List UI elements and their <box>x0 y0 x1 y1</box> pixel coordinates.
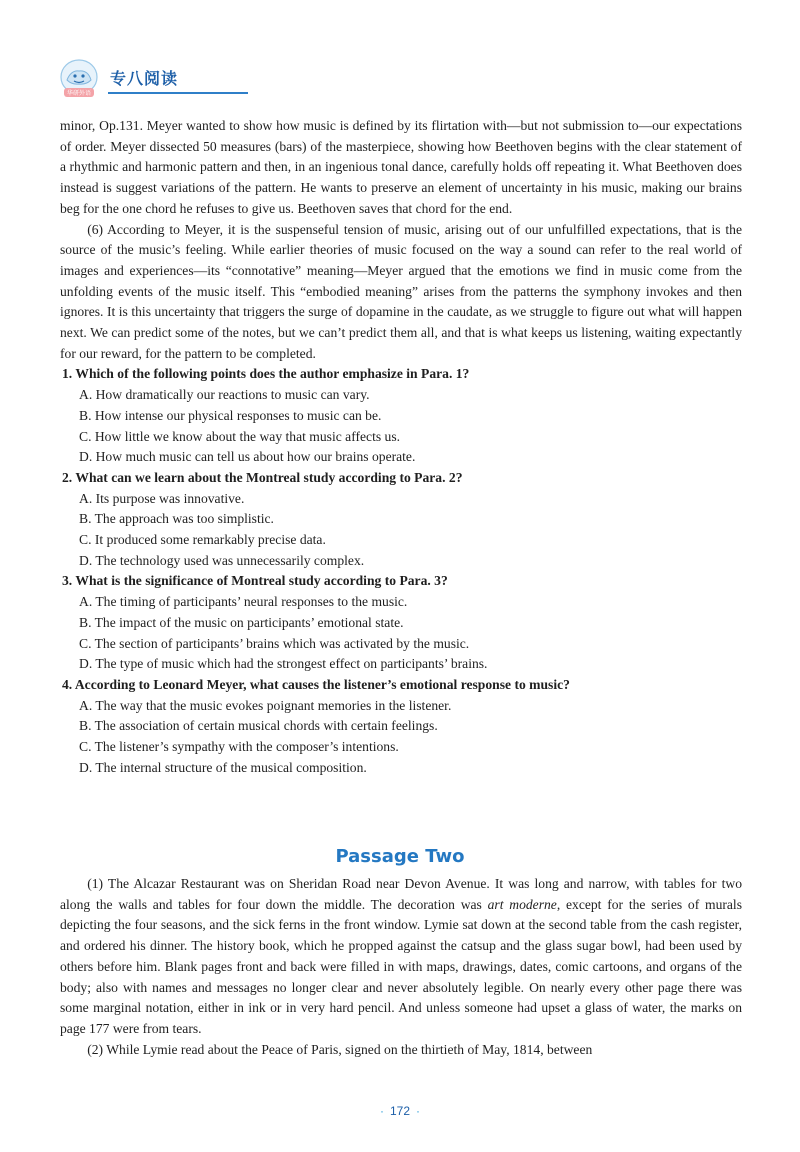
option-a[interactable]: A. How dramatically our reactions to music can vary. <box>79 387 370 403</box>
option-b[interactable]: B. How intense our physical responses to music can be. <box>79 407 382 423</box>
paragraph-1-italic: art moderne <box>487 896 557 912</box>
paragraph-1-part-a: (1) The Alcazar Restaurant was on Sheridan Road near Devon Avenue. It was long and narrow, with tables for two along the walls and tables for four down the middle. The decoration was <box>60 876 742 912</box>
question-4 <box>60 675 742 779</box>
option-a[interactable]: A. The way that the music evokes poignant memories in the listener. <box>79 697 452 713</box>
passage-two-body <box>60 874 742 1060</box>
paragraph-1 <box>60 874 742 1040</box>
question-stem: 2. What can we learn about the Montreal study according to Para. 2? <box>62 469 463 485</box>
page-header <box>58 58 358 102</box>
question-2 <box>60 468 742 572</box>
option-c[interactable]: C. The listener’s sympathy with the composer’s intentions. <box>79 739 399 755</box>
passage-two-title: Passage Two <box>335 846 465 867</box>
section-title: 专八阅读 <box>110 69 179 88</box>
option-c[interactable]: C. It produced some remarkably precise data. <box>79 532 326 548</box>
option-b[interactable]: B. The approach was too simplistic. <box>79 511 274 527</box>
question-1 <box>60 364 742 468</box>
header-underline <box>108 92 248 94</box>
paragraph-2: (2) While Lymie read about the Peace of Paris, signed on the thirtieth of May, 1814, between <box>87 1041 593 1057</box>
question-stem: 4. According to Leonard Meyer, what causes the listener’s emotional response to music? <box>62 676 570 692</box>
option-a[interactable]: A. Its purpose was innovative. <box>79 490 245 506</box>
option-b[interactable]: B. The impact of the music on participants’ emotional state. <box>79 614 404 630</box>
paragraph-6: (6) According to Meyer, it is the suspenseful tension of music, arising out of our unfulfilled expectations, that is the source of the music’s feeling. While earlier theories of music focused on the way a sound can refer to the real world of images and experiences—its “connotative” meaning—Meyer argued that the emotions we find in music come from the unfolding events of the music itself. This “embodied meaning” arises from the patterns the symphony invokes and then ignores. It is this uncertainty that triggers the surge of dopamine in the caudate, as we struggle to figure out what will happen next. We can predict some of the notes, but we can’t predict them all, and that is what keeps us listening, waiting expectantly for our reward, for the pattern to be completed. <box>60 221 742 361</box>
publisher-logo <box>58 58 100 100</box>
passage-one-body <box>60 116 742 779</box>
page-number <box>0 1104 800 1118</box>
option-b[interactable]: B. The association of certain musical chords with certain feelings. <box>79 718 438 734</box>
question-stem: 3. What is the significance of Montreal study according to Para. 3? <box>62 573 448 589</box>
option-a[interactable]: A. The timing of participants’ neural responses to the music. <box>79 594 408 610</box>
option-c[interactable]: C. The section of participants’ brains which was activated by the music. <box>79 635 470 651</box>
option-d[interactable]: D. The type of music which had the strongest effect on participants’ brains. <box>79 656 488 672</box>
page-number-text: 172 <box>389 1104 411 1118</box>
logo-text: 华研外语 <box>66 90 92 97</box>
paragraph-1-part-b: , except for the series of murals depicting the four seasons, and the sick ferns in the front window. Lymie sat down at the second table from the cash register, and ordered his dinner. The history book, which he propped against the catsup and the glass sugar bowl, had been used by others before him. Blank pages front and back were filled in with maps, drawings, dates, comic cartoons, and organs of the body; also with names and messages no longer clear and never absolutely legible. On nearly every other page there was some marginal notation, either in ink or in very hard pencil. And unless someone had upset a glass of water, the marks on page 177 were from tears. <box>60 896 743 1036</box>
option-d[interactable]: D. How much music can tell us about how our brains operate. <box>79 449 416 465</box>
question-stem: 1. Which of the following points does the author emphasize in Para. 1? <box>62 366 470 382</box>
option-d[interactable]: D. The internal structure of the musical composition. <box>79 759 367 775</box>
option-d[interactable]: D. The technology used was unnecessarily complex. <box>79 552 365 568</box>
page-dot-left: · <box>379 1104 384 1118</box>
option-c[interactable]: C. How little we know about the way that music affects us. <box>79 428 401 444</box>
page-dot-right: · <box>416 1104 421 1118</box>
question-3 <box>60 571 742 675</box>
paragraph-continuation: minor, Op.131. Meyer wanted to show how music is defined by its flirtation with—but not submission to—our expectations of order. Meyer dissected 50 measures (bars) of the masterpiece, showing how Beethoven begins with the clear statement of a rhythmic and harmonic pattern and then, in an ingenious tonal dance, carefully holds off repeating it. What Beethoven does instead is suggest variations of the pattern. He wants to preserve an element of uncertainty in his music, making our brains beg for the one chord he refuses to give us. Beethoven saves that chord for the end. <box>60 118 742 216</box>
